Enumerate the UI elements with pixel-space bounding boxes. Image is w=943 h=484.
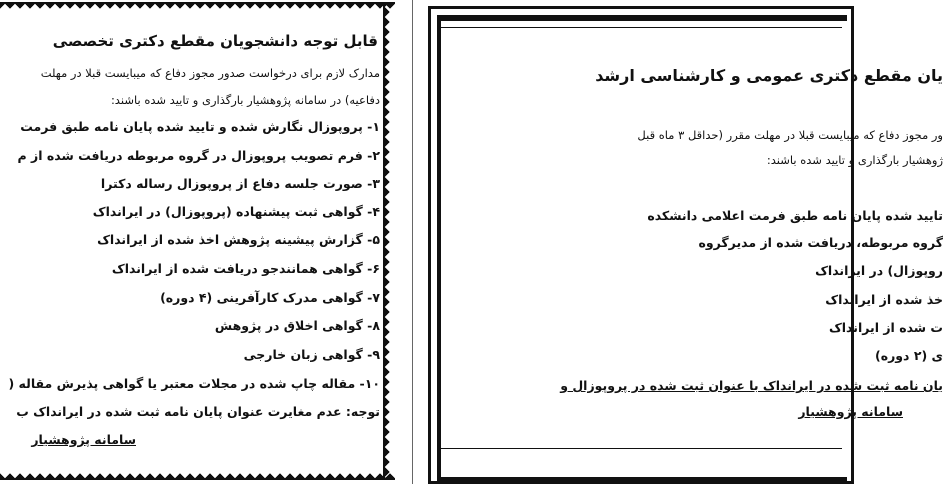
- right-notice-title: یان مقطع دکتری عمومی و کارشناسی ارشد: [595, 66, 943, 85]
- zigzag-border-right: [383, 2, 395, 480]
- right-note-line-2: سامانه پژوهشیار: [798, 404, 903, 419]
- left-list-item: ۴- گواهی ثبت پیشنهاده (پروپوزال) در ایرانداک: [92, 204, 380, 219]
- right-notice-panel: [422, 0, 943, 484]
- left-list-item: ۸- گواهی اخلاق در پژوهش: [214, 318, 380, 333]
- left-list-item: ۶- گواهی همانندجو دریافت شده از ایرانداک: [111, 261, 380, 276]
- left-notice-panel: [0, 0, 408, 484]
- frame-bottom-rule: [437, 448, 842, 449]
- right-note: یان نامه ثبت شده در ایرانداک با عنوان ثبت شده در پروپوزال و: [560, 378, 943, 393]
- right-list-item: تایید شده پایان نامه طبق فرمت اعلامی دانشکده: [647, 208, 943, 223]
- left-list-item: ۱۰- مقاله چاپ شده در مجلات معتبر یا گواهی پذیرش مقاله (: [8, 376, 380, 391]
- right-list-item: گروه مربوطه، دریافت شده از مدیرگروه: [698, 235, 943, 250]
- right-list-item: خذ شده از ایرانداک: [825, 292, 943, 307]
- left-note: توجه: عدم مغایرت عنوان پایان نامه ثبت شده در ایرانداک ب: [16, 404, 380, 419]
- right-intro-line-1: ور مجوز دفاع که میبایست قبلا در مهلت مقرر (حداقل ۳ ماه قبل: [637, 128, 943, 142]
- right-list-item: ت شده از ایرانداک: [828, 320, 943, 335]
- left-intro-line-1: مدارک لازم برای درخواست صدور مجوز دفاع که میبایست قبلا در مهلت: [40, 66, 380, 80]
- left-intro-line-2: دفاعیه) در سامانه پژوهشیار بارگذاری و تایید شده باشند:: [110, 93, 380, 107]
- right-list-item: ی (۲ دوره): [875, 348, 943, 363]
- zigzag-border-top: [0, 2, 395, 14]
- left-note-line-2: سامانه پژوهشیار: [31, 432, 136, 447]
- right-list-item: روپوزال) در ایرانداک: [815, 263, 943, 278]
- left-list-item: ۳- صورت جلسه دفاع از پروپوزال رساله دکترا: [100, 176, 380, 191]
- left-list-item: ۹- گواهی زبان خارجی: [243, 347, 380, 362]
- left-notice-title: قابل توجه دانشجویان مقطع دکتری تخصصی: [52, 32, 378, 50]
- left-list-item: ۵- گزارش پیشینه پژوهش اخذ شده از ایرانداک: [97, 232, 380, 247]
- left-list-item: ۱- پروپوزال نگارش شده و تایید شده پایان نامه طبق فرمت: [20, 119, 380, 134]
- left-list-item: ۲- فرم تصویب پروپوزال در گروه مربوطه دریافت شده از م: [17, 148, 380, 163]
- right-intro-line-2: ژوهشیار بارگذاری و تایید شده باشند:: [766, 153, 943, 167]
- frame-top-rule: [437, 27, 842, 28]
- page-divider: [412, 0, 413, 484]
- left-list-item: ۷- گواهی مدرک کارآفرینی (۴ دوره): [160, 290, 380, 305]
- zigzag-border-bottom: [0, 468, 395, 480]
